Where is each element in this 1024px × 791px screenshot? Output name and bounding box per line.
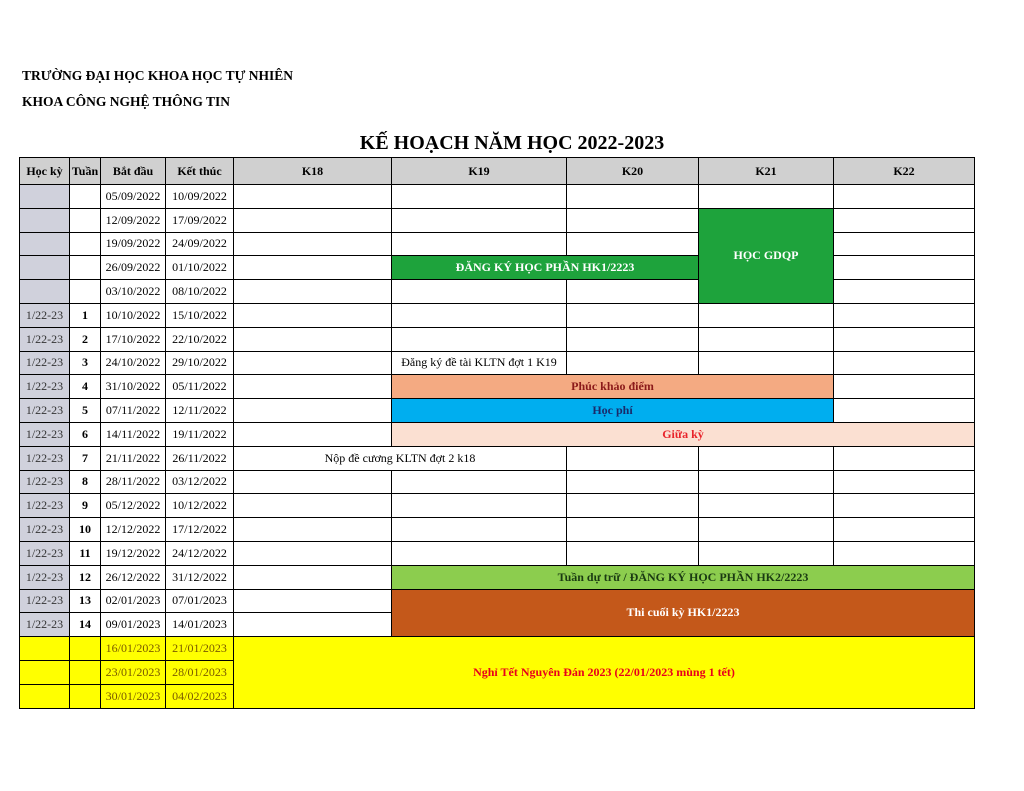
- week-cell: [70, 232, 101, 256]
- table-row: [20, 327, 975, 351]
- k18-cell: [234, 280, 392, 304]
- table-row: [20, 541, 975, 565]
- k20-cell: [567, 208, 699, 232]
- week-cell: [70, 280, 101, 304]
- k22-cell: [834, 351, 975, 375]
- end-date-cell: 10/09/2022: [166, 185, 234, 209]
- col-header-bat-dau: Bắt đầu: [101, 158, 166, 185]
- k18-cell: [234, 613, 392, 637]
- end-date-cell: 28/01/2023: [166, 660, 234, 684]
- k22-cell: [834, 327, 975, 351]
- semester-cell: 1/22-23: [20, 565, 70, 589]
- end-date-cell: 21/01/2023: [166, 637, 234, 661]
- semester-cell: [20, 660, 70, 684]
- k20-cell: [567, 351, 699, 375]
- k19-cell: [392, 280, 567, 304]
- semester-cell: [20, 232, 70, 256]
- week-cell: [70, 637, 101, 661]
- end-date-cell: 31/12/2022: [166, 565, 234, 589]
- col-header-k21: K21: [699, 158, 834, 185]
- week-cell: 5: [70, 399, 101, 423]
- k22-cell: [834, 518, 975, 542]
- table-row: [20, 637, 975, 661]
- end-date-cell: 04/02/2023: [166, 684, 234, 708]
- col-header-k20: K20: [567, 158, 699, 185]
- start-date-cell: 09/01/2023: [101, 613, 166, 637]
- week-cell: 11: [70, 541, 101, 565]
- faculty-name: KHOA CÔNG NGHỆ THÔNG TIN: [22, 94, 231, 109]
- k21-cell: [699, 541, 834, 565]
- k22-cell: [834, 470, 975, 494]
- k18-cell: [234, 303, 392, 327]
- table-row: [20, 494, 975, 518]
- start-date-cell: 10/10/2022: [101, 303, 166, 327]
- k20-cell: [567, 185, 699, 209]
- start-date-cell: 12/09/2022: [101, 208, 166, 232]
- end-date-cell: 10/12/2022: [166, 494, 234, 518]
- week-cell: 3: [70, 351, 101, 375]
- event-hoc-phi: Học phí: [392, 399, 834, 423]
- k20-cell: [567, 303, 699, 327]
- k22-cell: [834, 208, 975, 232]
- end-date-cell: 17/12/2022: [166, 518, 234, 542]
- start-date-cell: 30/01/2023: [101, 684, 166, 708]
- k20-cell: [567, 327, 699, 351]
- start-date-cell: 14/11/2022: [101, 422, 166, 446]
- start-date-cell: 19/09/2022: [101, 232, 166, 256]
- k21-cell: [699, 303, 834, 327]
- k22-cell: [834, 446, 975, 470]
- start-date-cell: 24/10/2022: [101, 351, 166, 375]
- page-title: KẾ HOẠCH NĂM HỌC 2022-2023: [359, 132, 665, 154]
- k21-cell: [699, 446, 834, 470]
- k22-cell: [834, 256, 975, 280]
- end-date-cell: 22/10/2022: [166, 327, 234, 351]
- start-date-cell: 17/10/2022: [101, 327, 166, 351]
- table-row: [20, 303, 975, 327]
- end-date-cell: 29/10/2022: [166, 351, 234, 375]
- k20-cell: [567, 470, 699, 494]
- week-cell: 7: [70, 446, 101, 470]
- week-cell: [70, 256, 101, 280]
- table-row: [20, 351, 975, 375]
- start-date-cell: 23/01/2023: [101, 660, 166, 684]
- k19-cell: [392, 541, 567, 565]
- week-cell: [70, 684, 101, 708]
- k22-cell: [834, 541, 975, 565]
- start-date-cell: 07/11/2022: [101, 399, 166, 423]
- col-header-k22: K22: [834, 158, 975, 185]
- k18-cell: [234, 470, 392, 494]
- end-date-cell: 24/12/2022: [166, 541, 234, 565]
- end-date-cell: 17/09/2022: [166, 208, 234, 232]
- end-date-cell: 24/09/2022: [166, 232, 234, 256]
- event-tuan-du-tru: Tuần dự trữ / ĐĂNG KÝ HỌC PHẦN HK2/2223: [392, 565, 975, 589]
- k22-cell: [834, 232, 975, 256]
- k21-cell: [699, 351, 834, 375]
- k18-cell: [234, 494, 392, 518]
- k20-cell: [567, 232, 699, 256]
- start-date-cell: 28/11/2022: [101, 470, 166, 494]
- end-date-cell: 08/10/2022: [166, 280, 234, 304]
- end-date-cell: 05/11/2022: [166, 375, 234, 399]
- k18-cell: [234, 351, 392, 375]
- table-row: [20, 399, 975, 423]
- k19-cell: [392, 494, 567, 518]
- k18-cell: [234, 208, 392, 232]
- k19-cell: [392, 470, 567, 494]
- event-nghi-tet: Nghỉ Tết Nguyên Đán 2023 (22/01/2023 mùng 1 tết): [234, 637, 975, 708]
- k20-cell: [567, 518, 699, 542]
- k21-cell: [699, 494, 834, 518]
- semester-cell: [20, 256, 70, 280]
- end-date-cell: 19/11/2022: [166, 422, 234, 446]
- semester-cell: 1/22-23: [20, 518, 70, 542]
- end-date-cell: 03/12/2022: [166, 470, 234, 494]
- k18-cell: [234, 422, 392, 446]
- k21-cell: [699, 470, 834, 494]
- semester-cell: 1/22-23: [20, 303, 70, 327]
- k18-cell: [234, 327, 392, 351]
- week-cell: 12: [70, 565, 101, 589]
- event-dang-ky-hoc-phan-hk1: ĐĂNG KÝ HỌC PHẦN HK1/2223: [392, 256, 699, 280]
- start-date-cell: 26/09/2022: [101, 256, 166, 280]
- semester-cell: 1/22-23: [20, 494, 70, 518]
- table-row: [20, 185, 975, 209]
- university-name: TRƯỜNG ĐẠI HỌC KHOA HỌC TỰ NHIÊN: [22, 68, 294, 83]
- k19-cell: [392, 303, 567, 327]
- semester-cell: 1/22-23: [20, 589, 70, 613]
- table-row: [20, 565, 975, 589]
- semester-cell: 1/22-23: [20, 470, 70, 494]
- end-date-cell: 12/11/2022: [166, 399, 234, 423]
- k20-cell: [567, 494, 699, 518]
- k22-cell: [834, 280, 975, 304]
- k21-cell: [699, 327, 834, 351]
- start-date-cell: 05/12/2022: [101, 494, 166, 518]
- start-date-cell: 03/10/2022: [101, 280, 166, 304]
- k19-cell: [392, 518, 567, 542]
- k18-cell: [234, 399, 392, 423]
- week-cell: 13: [70, 589, 101, 613]
- table-row: [20, 446, 975, 470]
- start-date-cell: 16/01/2023: [101, 637, 166, 661]
- start-date-cell: 12/12/2022: [101, 518, 166, 542]
- event-phuc-khao-diem: Phúc khảo điểm: [392, 375, 834, 399]
- semester-cell: 1/22-23: [20, 327, 70, 351]
- semester-cell: 1/22-23: [20, 399, 70, 423]
- k19-cell: [392, 185, 567, 209]
- k19-cell: [392, 327, 567, 351]
- end-date-cell: 15/10/2022: [166, 303, 234, 327]
- event-gdqp: HỌC GDQP: [699, 208, 834, 303]
- start-date-cell: 05/09/2022: [101, 185, 166, 209]
- col-header-k19: K19: [392, 158, 567, 185]
- end-date-cell: 01/10/2022: [166, 256, 234, 280]
- k19-cell: [392, 232, 567, 256]
- semester-cell: [20, 208, 70, 232]
- k22-cell: [834, 494, 975, 518]
- k18-cell: [234, 256, 392, 280]
- k20-cell: [567, 280, 699, 304]
- semester-cell: 1/22-23: [20, 541, 70, 565]
- col-header-hoc-ky: Học kỳ: [20, 158, 70, 185]
- semester-cell: [20, 684, 70, 708]
- k22-cell: [834, 303, 975, 327]
- k19-cell: [392, 208, 567, 232]
- end-date-cell: 14/01/2023: [166, 613, 234, 637]
- header-row: [20, 158, 975, 185]
- k18-cell: [234, 518, 392, 542]
- start-date-cell: 21/11/2022: [101, 446, 166, 470]
- table-row: [20, 375, 975, 399]
- week-cell: 4: [70, 375, 101, 399]
- week-cell: [70, 185, 101, 209]
- start-date-cell: 26/12/2022: [101, 565, 166, 589]
- k18-cell: [234, 541, 392, 565]
- event-giua-ky: Giữa kỳ: [392, 422, 975, 446]
- event-thi-cuoi-ky: Thi cuối kỳ HK1/2223: [392, 589, 975, 637]
- start-date-cell: 19/12/2022: [101, 541, 166, 565]
- event-kltn-dot-2: Nộp đề cương KLTN đợt 2 k18: [234, 446, 567, 470]
- k20-cell: [567, 446, 699, 470]
- table-row: [20, 518, 975, 542]
- semester-cell: [20, 185, 70, 209]
- k21-cell: [699, 185, 834, 209]
- k18-cell: [234, 232, 392, 256]
- semester-cell: 1/22-23: [20, 446, 70, 470]
- week-cell: 14: [70, 613, 101, 637]
- k18-cell: [234, 185, 392, 209]
- start-date-cell: 02/01/2023: [101, 589, 166, 613]
- k21-cell: [699, 518, 834, 542]
- week-cell: [70, 208, 101, 232]
- col-header-k18: K18: [234, 158, 392, 185]
- k18-cell: [234, 565, 392, 589]
- table-row: [20, 422, 975, 446]
- end-date-cell: 26/11/2022: [166, 446, 234, 470]
- k20-cell: [567, 541, 699, 565]
- semester-cell: 1/22-23: [20, 422, 70, 446]
- col-header-tuan: Tuần: [70, 158, 101, 185]
- week-cell: [70, 660, 101, 684]
- col-header-ket-thuc: Kết thúc: [166, 158, 234, 185]
- academic-plan-table: [19, 157, 975, 709]
- k22-cell: [834, 399, 975, 423]
- table-row: [20, 470, 975, 494]
- end-date-cell: 07/01/2023: [166, 589, 234, 613]
- semester-cell: 1/22-23: [20, 613, 70, 637]
- semester-cell: [20, 280, 70, 304]
- week-cell: 8: [70, 470, 101, 494]
- week-cell: 9: [70, 494, 101, 518]
- table-row: [20, 208, 975, 232]
- event-kltn-dot-1: Đăng ký đề tài KLTN đợt 1 K19: [392, 351, 567, 375]
- table-row: [20, 589, 975, 613]
- semester-cell: [20, 637, 70, 661]
- k18-cell: [234, 589, 392, 613]
- k22-cell: [834, 185, 975, 209]
- week-cell: 1: [70, 303, 101, 327]
- week-cell: 2: [70, 327, 101, 351]
- start-date-cell: 31/10/2022: [101, 375, 166, 399]
- semester-cell: 1/22-23: [20, 375, 70, 399]
- k22-cell: [834, 375, 975, 399]
- week-cell: 6: [70, 422, 101, 446]
- week-cell: 10: [70, 518, 101, 542]
- k18-cell: [234, 375, 392, 399]
- semester-cell: 1/22-23: [20, 351, 70, 375]
